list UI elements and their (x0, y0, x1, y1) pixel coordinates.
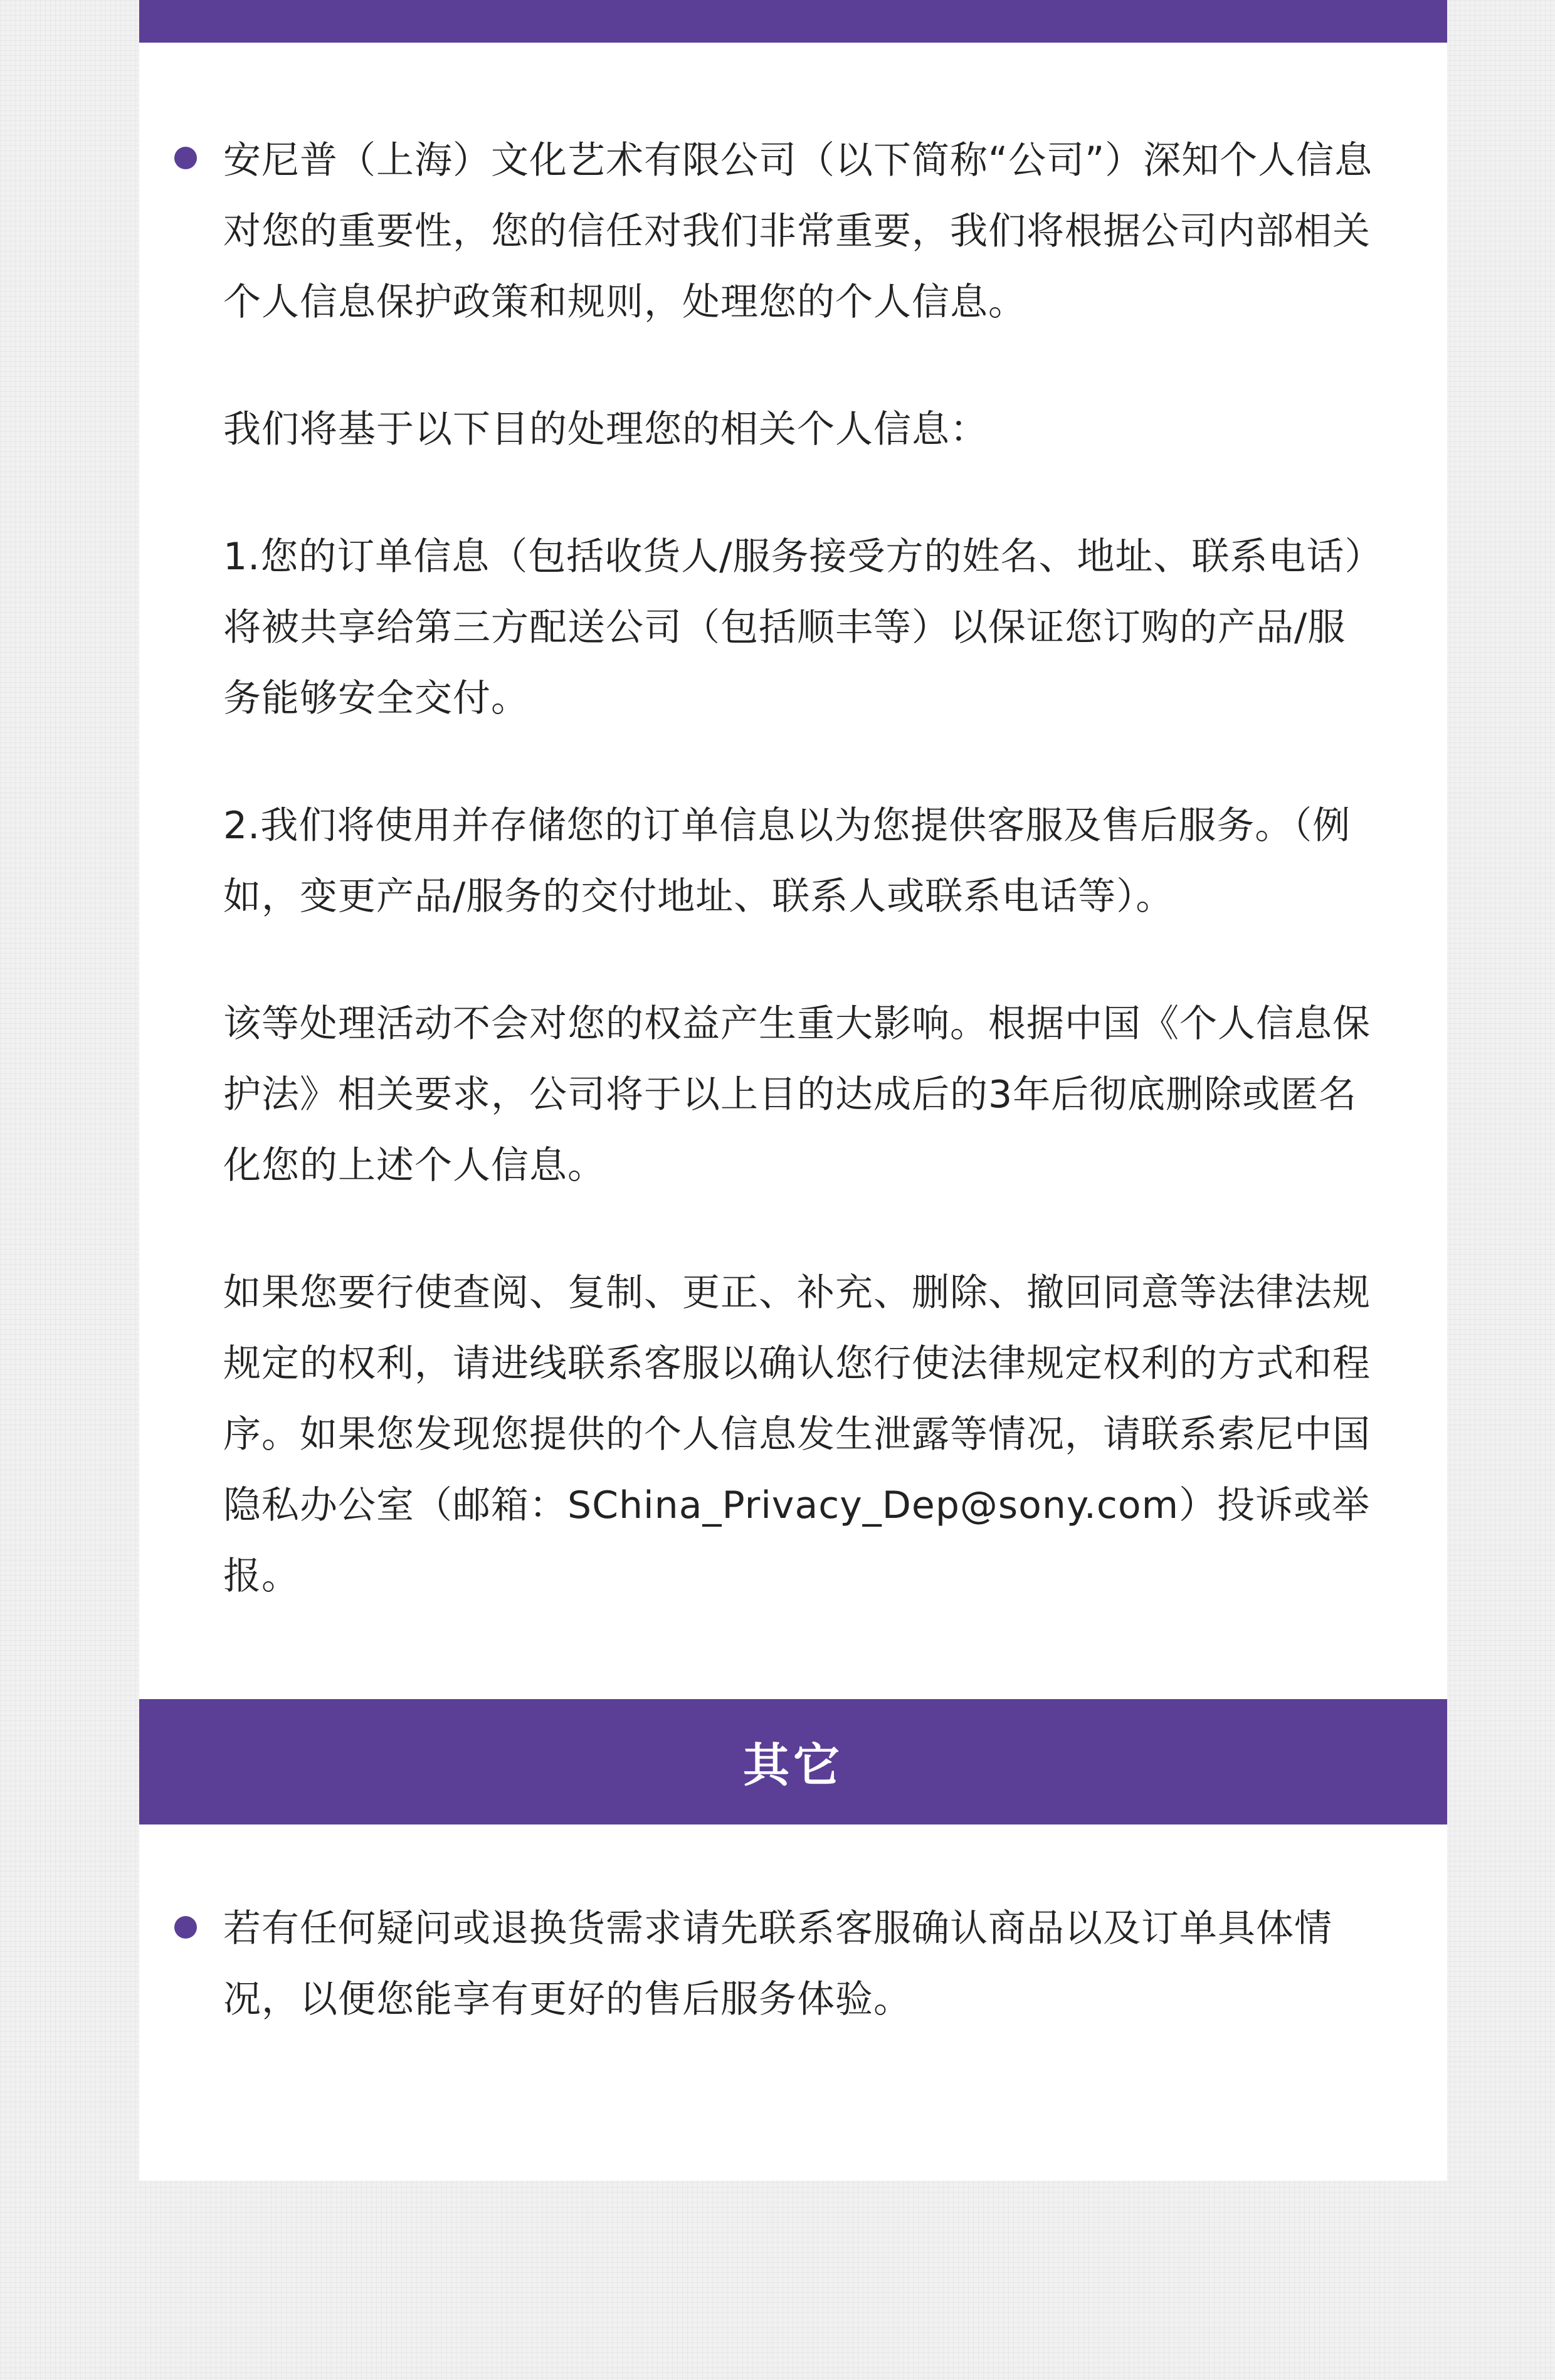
privacy-section-header (139, 0, 1447, 43)
other-section-header (139, 1699, 1447, 1824)
privacy-intro-paragraph: 安尼普（上海）文化艺术有限公司（以下简称“公司”）深知个人信息对您的重要性，您的信任对我们非常重要，我们将根据公司内部相关个人信息保护政策和规则，处理您的个人信息。 (223, 139, 1373, 324)
other-section-body (223, 1893, 1383, 2035)
bullet-icon (174, 1916, 197, 1939)
privacy-rights-paragraph: 如果您要行使查阅、复制、更正、补充、删除、撤回同意等法律法规规定的权利，请进线联系客服以确认您行使法律规定权利的方式和程序。如果您发现您提供的个人信息发生泄露等情况，请联系索尼中国隐私办公室（邮箱：SChina_Privacy_Dep@sony.com）投诉或举报。 (223, 1271, 1371, 1598)
privacy-section-body (223, 125, 1383, 1612)
other-section-title: 其它 (743, 1739, 843, 1793)
bullet-icon (174, 147, 197, 169)
other-service-paragraph: 若有任何疑问或退换货需求请先联系客服确认商品以及订单具体情况，以便您能享有更好的售后服务体验。 (223, 1907, 1332, 2021)
privacy-purpose-item-2: 2.我们将使用并存储您的订单信息以为您提供客服及售后服务。（例如，变更产品/服务的交付地址、联系人或联系电话等）。 (223, 804, 1351, 919)
privacy-impact-paragraph: 该等处理活动不会对您的权益产生重大影响。根据中国《个人信息保护法》相关要求，公司将于以上目的达成后的3年后彻底删除或匿名化您的上述个人信息。 (223, 1002, 1371, 1187)
privacy-purpose-item-1: 1.您的订单信息（包括收货人/服务接受方的姓名、地址、联系电话）将被共享给第三方配送公司（包括顺丰等）以保证您订购的产品/服务能够安全交付。 (223, 535, 1383, 720)
privacy-purpose-heading: 我们将基于以下目的处理您的相关个人信息： (223, 408, 988, 451)
